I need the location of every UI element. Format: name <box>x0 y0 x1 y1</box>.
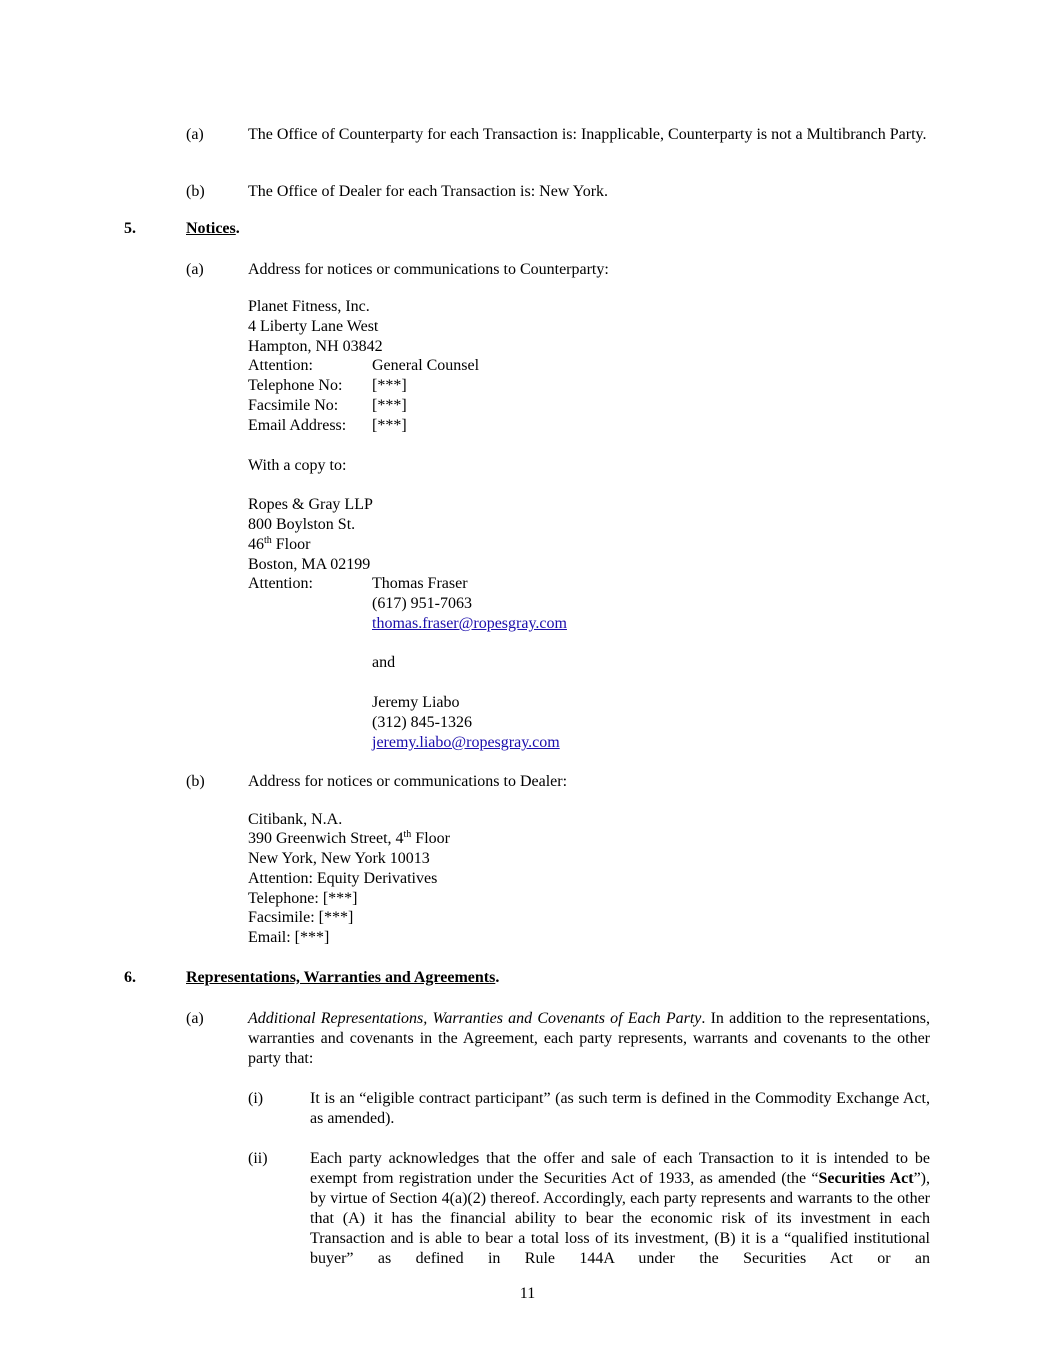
copy-street: 800 Boylston St. <box>248 516 356 533</box>
section-6-number: 6. <box>124 969 136 986</box>
dealer-telephone: Telephone: [***] <box>248 890 358 907</box>
contact2-phone: (312) 845-1326 <box>372 714 472 731</box>
section-5-b-label: (b) <box>186 773 205 790</box>
copy-firm: Ropes & Gray LLP <box>248 496 373 513</box>
office-b-text: The Office of Dealer for each Transaction is: New York. <box>248 183 609 200</box>
dealer-street-post: Floor <box>411 830 450 847</box>
counterparty-facsimile-label: Facsimile No: <box>248 397 339 414</box>
contact2-email-link[interactable]: jeremy.liabo@ropesgray.com <box>372 734 560 751</box>
section-5-title <box>186 219 240 239</box>
section-6-title <box>186 968 499 988</box>
copy-attention-label: Attention: <box>248 575 313 592</box>
contact1-email-container <box>372 614 567 634</box>
section-6-a-paragraph <box>248 1009 930 1069</box>
contact2-name: Jeremy Liabo <box>372 694 460 711</box>
copy-city: Boston, MA 02199 <box>248 556 371 573</box>
copy-floor <box>248 535 310 555</box>
counterparty-email-label: Email Address: <box>248 417 347 434</box>
section-5-a-label: (a) <box>186 261 204 278</box>
counterparty-email-value: [***] <box>372 417 407 434</box>
dealer-email: Email: [***] <box>248 929 330 946</box>
section-6-ii-bold: Securities Act <box>818 1170 914 1187</box>
section-6-i-text: It is an “eligible contract participant” (as such term is defined in the Commodity Exchange Act, as amended). <box>310 1090 930 1127</box>
counterparty-attention-value: General Counsel <box>372 357 480 374</box>
copy-floor-number: 46 <box>248 536 264 553</box>
section-6-title-suffix: . <box>495 969 500 986</box>
dealer-street-pre: 390 Greenwich Street, 4 <box>248 830 404 847</box>
counterparty-name: Planet Fitness, Inc. <box>248 298 370 315</box>
copy-to-label: With a copy to: <box>248 457 347 474</box>
section-6-ii-post: ”), by virtue of Section 4(a)(2) thereof. Accordingly, each party represents and warrants to the other that (A) it has the financial ability to bear the economic risk of its investment in each Transaction and is able to bear a total loss of its investment, (B) it is a “qualified institutional buyer” as defined in Rule 144A under the Securities Act or an <box>310 1170 931 1267</box>
dealer-attention: Attention: Equity Derivatives <box>248 870 438 887</box>
contact1-phone: (617) 951-7063 <box>372 595 472 612</box>
copy-floor-text: Floor <box>271 536 311 553</box>
counterparty-facsimile-value: [***] <box>372 397 407 414</box>
page-number: 11 <box>519 1285 536 1302</box>
section-6-i-label: (i) <box>248 1090 264 1107</box>
dealer-street-superscript: th <box>403 829 412 840</box>
office-a-text: The Office of Counterparty for each Transaction is: Inapplicable, Counterparty is not a Multibranch Party. <box>248 126 927 143</box>
counterparty-telephone-value: [***] <box>372 377 407 394</box>
office-b-label: (b) <box>186 183 205 200</box>
section-5-title-text: Notices <box>186 220 236 237</box>
copy-floor-superscript: th <box>264 535 272 546</box>
counterparty-street: 4 Liberty Lane West <box>248 318 379 335</box>
contact1-email-link[interactable]: thomas.fraser@ropesgray.com <box>372 615 567 632</box>
section-5-number: 5. <box>124 220 136 237</box>
counterparty-city: Hampton, NH 03842 <box>248 338 383 355</box>
counterparty-attention-label: Attention: <box>248 357 313 374</box>
section-6-ii-paragraph <box>310 1149 930 1269</box>
office-a-label: (a) <box>186 126 204 143</box>
contact2-email-container <box>372 733 560 753</box>
section-6-title-text: Representations, Warranties and Agreements <box>186 969 496 986</box>
section-6-a-text: . In addition to the representations, warranties and covenants in the Agreement, each party represents, warrants and covenants to the other party that: <box>248 1010 931 1067</box>
section-6-a-label: (a) <box>186 1010 204 1027</box>
section-6-ii-label: (ii) <box>248 1150 268 1167</box>
dealer-city: New York, New York 10013 <box>248 850 430 867</box>
contact1-name: Thomas Fraser <box>372 575 468 592</box>
section-6-ii-pre: Each party acknowledges that the offer and sale of each Transaction to it is intended to be exempt from registration under the Securities Act of 1933, as amended (the “ <box>310 1150 930 1187</box>
dealer-street <box>248 829 450 849</box>
section-6-a-italic: Additional Representations, Warranties and Covenants of Each Party <box>248 1010 702 1027</box>
dealer-name: Citibank, N.A. <box>248 811 343 828</box>
section-5-b-text: Address for notices or communications to Dealer: <box>248 773 568 790</box>
counterparty-telephone-label: Telephone No: <box>248 377 343 394</box>
section-5-title-suffix: . <box>235 220 240 237</box>
and-text: and <box>372 654 396 671</box>
section-5-a-text: Address for notices or communications to Counterparty: <box>248 261 609 278</box>
dealer-facsimile: Facsimile: [***] <box>248 909 354 926</box>
